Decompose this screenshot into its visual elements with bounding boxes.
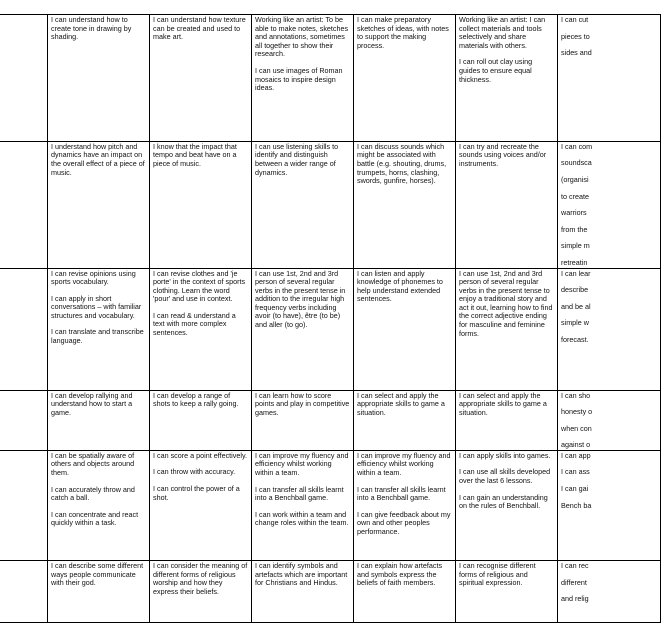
cell-text: I understand how pitch and dynamics have an impact on the overall effect of a piece of music.: [51, 141, 145, 177]
cell-text: I can improve my fluency and efficiency whilst working within a team.: [255, 450, 349, 478]
cell-text: [0, 33, 44, 42]
cell-text: [0, 535, 44, 544]
cell-text: I can develop rallying and understand how to start a game.: [51, 390, 133, 417]
table-cell: [456, 268, 558, 390]
cell-text: I can consider the meaning of different forms of religious worship and how they express their beliefs.: [153, 561, 248, 596]
cell-text: [0, 392, 44, 401]
cell-text: I know that the impact that tempo and beat have on a piece of music.: [153, 141, 237, 168]
table-cell: [0, 15, 48, 142]
table-row: [0, 390, 661, 450]
cell-text: from the: [561, 224, 588, 234]
cell-text: [0, 49, 44, 58]
cell-text: (organisi: [561, 174, 589, 184]
table-cell: [150, 15, 252, 142]
table-cell: [456, 390, 558, 450]
cell-text: pieces to: [561, 31, 590, 41]
cell-text: I can be spatially aware of others and objects around them.: [51, 450, 135, 478]
cell-text: I can app: [561, 450, 591, 460]
cell-text: [0, 595, 44, 604]
cell-text: [0, 132, 44, 141]
curriculum-table: [0, 14, 661, 623]
cell-text: I can try and recreate the sounds using voices and/or instruments.: [459, 141, 547, 168]
cell-text: Working like an artist: To be able to make notes, sketches and annotations, sometimes all together to show their research.: [255, 15, 349, 59]
table-cell: [456, 141, 558, 268]
table-cell: [252, 141, 354, 268]
cell-text: I can use 1st, 2nd and 3rd person of several regular verbs in the present tense to enjoy a traditional story and act it out, learning how to find the correct adjective ending for masculine and feminine forms.: [459, 268, 553, 338]
cell-text: retreatin: [561, 257, 588, 267]
cell-text: [0, 176, 44, 185]
cell-text: I can concentrate and react quickly within a task.: [51, 509, 139, 528]
table-cell: [456, 15, 558, 142]
cell-text: [0, 303, 44, 312]
cell-text: I can recognise different forms of religious and spiritual expression.: [459, 561, 536, 588]
table-cell: [558, 268, 661, 390]
cell-text: I can identify symbols and artefacts which are important for Christians and Hindus.: [255, 561, 348, 588]
cell-text: [0, 369, 44, 378]
table-row: [0, 268, 661, 390]
cell-text: [0, 159, 44, 168]
cell-text: [0, 579, 44, 588]
cell-text: [0, 612, 44, 621]
cell-text: [0, 468, 44, 477]
cell-text: I can read & understand a text with more complex sentences.: [153, 310, 236, 338]
table-cell: [558, 390, 661, 450]
table-cell: [558, 450, 661, 560]
cell-text: I can revise opinions using sports vocabulary.: [51, 268, 136, 287]
cell-text: Bench ba: [561, 500, 592, 510]
cell-text: I can rec: [561, 561, 589, 571]
cell-text: [0, 408, 44, 417]
table-cell: [354, 268, 456, 390]
table-cell: [48, 141, 150, 268]
cell-text: [0, 485, 44, 494]
cell-text: I can roll out clay using guides to ensure equal thickness.: [459, 57, 533, 84]
table-cell: [252, 390, 354, 450]
cell-text: I can score a point effectively.: [153, 450, 248, 460]
cell-text: I can use 1st, 2nd and 3rd person of several regular verbs in the present tense in addition to the irregular high frequency verbs including avoir (to have), être (to be) and aller (to go).: [255, 268, 346, 330]
cell-text: warriors: [561, 208, 587, 218]
cell-text: I can throw with accuracy.: [153, 467, 236, 477]
cell-text: soundsca: [561, 158, 592, 168]
cell-text: I can use all skills developed over the last 6 lessons.: [459, 467, 551, 486]
cell-text: I can use listening skills to identify and distinguish between a wider range of dynamics.: [255, 141, 339, 177]
cell-text: I can explain how artefacts and symbols express the beliefs of faith members.: [357, 561, 443, 588]
cell-text: I can understand how texture can be created and used to make art.: [153, 15, 246, 42]
cell-text: different: [561, 577, 587, 587]
cell-text: [0, 336, 44, 345]
cell-text: simple w: [561, 318, 589, 328]
cell-text: I can learn how to score points and play in competitive games.: [255, 390, 350, 417]
table-cell: [252, 450, 354, 560]
cell-text: [0, 518, 44, 527]
table-cell: [0, 141, 48, 268]
table-cell: [354, 561, 456, 623]
cell-text: [0, 193, 44, 202]
cell-text: I can accurately throw and catch a ball.: [51, 484, 135, 503]
cell-text: I can apply skills into games.: [459, 450, 551, 460]
cell-text: I can revise clothes and 'je porte' in the context of sports clothing. Learn the word 'pour' and use in context.: [153, 268, 246, 304]
table-cell: [558, 141, 661, 268]
cell-text: I can lear: [561, 268, 591, 278]
table-cell: [48, 268, 150, 390]
cell-text: I can work within a team and change roles within the team.: [255, 509, 349, 528]
cell-text: [0, 116, 44, 125]
cell-text: I can improve my fluency and efficiency whilst working within a team.: [357, 450, 451, 478]
cell-text: I can use images of Roman mosaics to inspire design ideas.: [255, 65, 343, 93]
cell-text: and relig: [561, 594, 589, 604]
cell-text: I can develop a range of shots to keep a rally going.: [153, 390, 239, 409]
table-cell: [0, 268, 48, 390]
cell-text: I can give feedback about my own and other peoples performance.: [357, 509, 451, 537]
cell-text: I can discuss sounds which might be associated with battle (e.g. shouting, drums, trumpets, horns, clashing, swords, gunfire, horses).: [357, 141, 447, 186]
table-cell: [150, 141, 252, 268]
table-cell: [150, 561, 252, 623]
cell-text: and be al: [561, 301, 591, 311]
cell-text: I can com: [561, 141, 593, 151]
cell-text: I can cut: [561, 15, 589, 24]
table-cell: [150, 450, 252, 560]
cell-text: [0, 270, 44, 279]
cell-text: I can select and apply the appropriate skills to game a situation.: [357, 390, 445, 417]
table-cell: [48, 390, 150, 450]
table-cell: [558, 561, 661, 623]
table-cell: [558, 15, 661, 142]
cell-text: against o: [561, 440, 591, 450]
cell-text: [0, 319, 44, 328]
table-row: [0, 15, 661, 142]
table-cell: [48, 15, 150, 142]
table-row: [0, 561, 661, 623]
cell-text: I can translate and transcribe language.: [51, 327, 144, 346]
table-cell: [354, 450, 456, 560]
table-cell: [252, 268, 354, 390]
cell-text: [0, 143, 44, 152]
cell-text: I can transfer all skills learnt into a Benchball game.: [255, 484, 344, 503]
table-cell: [354, 141, 456, 268]
table-cell: [456, 450, 558, 560]
cell-text: I can apply in short conversations – with familiar structures and vocabulary.: [51, 293, 142, 320]
table-row: [0, 450, 661, 560]
cell-text: [0, 562, 44, 571]
cell-text: simple m: [561, 241, 590, 251]
table-cell: [0, 561, 48, 623]
cell-text: [0, 502, 44, 511]
table-cell: [354, 15, 456, 142]
table-cell: [48, 450, 150, 560]
cell-text: Working like an artist: I can collect materials and tools selectively and share materials with others.: [459, 15, 546, 50]
table-cell: [150, 268, 252, 390]
table-cell: [252, 15, 354, 142]
cell-text: honesty o: [561, 407, 593, 417]
cell-text: [0, 66, 44, 75]
cell-text: [0, 99, 44, 108]
table-row: [0, 141, 661, 268]
cell-text: [0, 82, 44, 91]
cell-text: I can understand how to create tone in drawing by shading.: [51, 15, 132, 42]
cell-text: I can transfer all skills learnt into a Benchball game.: [357, 484, 446, 503]
table-cell: [252, 561, 354, 623]
cell-text: [0, 452, 44, 461]
cell-text: I can describe some different ways people communicate with their god.: [51, 561, 144, 588]
cell-text: describe: [561, 285, 589, 295]
cell-text: I can ass: [561, 467, 590, 477]
table-cell: [354, 390, 456, 450]
table-cell: [456, 561, 558, 623]
cell-text: I can control the power of a shot.: [153, 484, 240, 502]
cell-text: [0, 286, 44, 295]
cell-text: I can select and apply the appropriate skills to game a situation.: [459, 390, 547, 417]
cell-text: [0, 551, 44, 560]
cell-text: I can gain an understanding on the rules of Benchball.: [459, 492, 548, 511]
table-cell: [0, 450, 48, 560]
table-cell: [0, 390, 48, 450]
cell-text: forecast.: [561, 334, 589, 344]
cell-text: when con: [561, 423, 592, 433]
table-cell: [150, 390, 252, 450]
cell-text: to create: [561, 191, 589, 201]
cell-text: [0, 352, 44, 361]
cell-text: I can listen and apply knowledge of phonemes to help understand extended sentences.: [357, 268, 443, 304]
cell-text: I can make preparatory sketches of ideas, with notes to support the making process.: [357, 15, 449, 50]
cell-text: I can sho: [561, 390, 591, 400]
cell-text: I can gai: [561, 484, 589, 494]
cell-text: sides and: [561, 48, 592, 58]
cell-text: [0, 16, 44, 25]
table-cell: [48, 561, 150, 623]
